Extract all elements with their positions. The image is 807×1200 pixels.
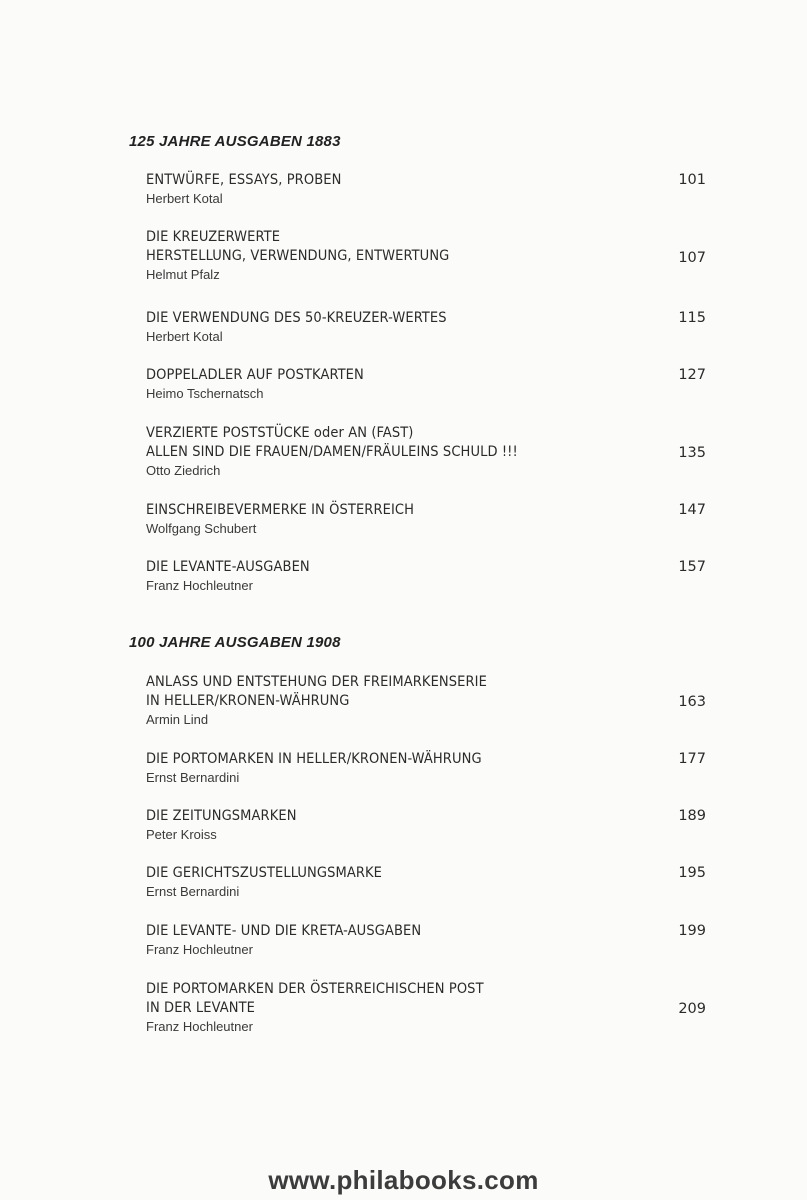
page-number: 127 (678, 367, 706, 383)
entry-title: ALLEN SIND DIE FRAUEN/DAMEN/FRÄULEINS SCHULD !!! (146, 444, 518, 460)
toc-entry (146, 309, 706, 345)
entry-author: Ernst Bernardini (146, 770, 240, 785)
page-number: 147 (678, 502, 706, 518)
page-number: 195 (678, 865, 706, 881)
toc-entry (146, 673, 706, 728)
section-heading: 125 JAHRE AUSGABEN 1883 (129, 133, 341, 150)
page-number: 107 (678, 250, 706, 266)
entry-author: Herbert Kotal (146, 191, 223, 206)
page-number: 189 (678, 808, 706, 824)
page-number: 115 (678, 310, 706, 326)
entry-title: ENTWÜRFE, ESSAYS, PROBEN (146, 172, 342, 188)
entry-title: DIE KREUZERWERTE (146, 229, 281, 245)
toc-entry (146, 807, 706, 843)
entry-title: HERSTELLUNG, VERWENDUNG, ENTWERTUNG (146, 248, 450, 264)
entry-title: DIE PORTOMARKEN DER ÖSTERREICHISCHEN POST (146, 981, 484, 997)
entry-author: Herbert Kotal (146, 329, 223, 344)
toc-entry (146, 424, 706, 479)
section-heading: 100 JAHRE AUSGABEN 1908 (129, 634, 341, 651)
page-number: 177 (678, 751, 706, 767)
toc-entry (146, 980, 706, 1035)
entry-author: Otto Ziedrich (146, 463, 221, 478)
toc-entry (146, 501, 706, 537)
entry-author: Franz Hochleutner (146, 1019, 253, 1034)
page-number: 101 (678, 172, 706, 188)
entry-title: DIE LEVANTE-AUSGABEN (146, 559, 310, 575)
toc-entry (146, 228, 706, 283)
entry-title: IN DER LEVANTE (146, 1000, 256, 1016)
page-number: 135 (678, 445, 706, 461)
entry-title: EINSCHREIBEVERMERKE IN ÖSTERREICH (146, 502, 415, 518)
toc-entry (146, 558, 706, 594)
entry-author: Helmut Pfalz (146, 267, 220, 282)
footer-url: www.philabooks.com (268, 1165, 539, 1195)
entry-author: Heimo Tschernatsch (146, 386, 264, 401)
entry-author: Franz Hochleutner (146, 578, 253, 593)
page-number: 163 (678, 694, 706, 710)
entry-title: IN HELLER/KRONEN-WÄHRUNG (146, 693, 350, 709)
entry-author: Armin Lind (146, 712, 209, 727)
page-number: 157 (678, 559, 706, 575)
entry-title: DOPPELADLER AUF POSTKARTEN (146, 367, 364, 383)
toc-entry (146, 366, 706, 402)
entry-title: DIE PORTOMARKEN IN HELLER/KRONEN-WÄHRUNG (146, 751, 482, 767)
toc-entry (146, 922, 706, 958)
entry-title: DIE VERWENDUNG DES 50-KREUZER-WERTES (146, 310, 447, 326)
toc-entry (146, 864, 706, 900)
entry-title: ANLASS UND ENTSTEHUNG DER FREIMARKENSERIE (146, 674, 487, 690)
entry-author: Ernst Bernardini (146, 884, 240, 899)
entry-title: DIE LEVANTE- UND DIE KRETA-AUSGABEN (146, 923, 422, 939)
entry-author: Peter Kroiss (146, 827, 217, 842)
toc-entry (146, 171, 706, 207)
entry-author: Franz Hochleutner (146, 942, 253, 957)
toc-entry (146, 750, 706, 786)
entry-title: DIE GERICHTSZUSTELLUNGSMARKE (146, 865, 383, 881)
entry-author: Wolfgang Schubert (146, 521, 257, 536)
entry-title: DIE ZEITUNGSMARKEN (146, 808, 297, 824)
page-number: 199 (678, 923, 706, 939)
page-number: 209 (678, 1001, 706, 1017)
entry-title: VERZIERTE POSTSTÜCKE oder AN (FAST) (146, 425, 414, 441)
